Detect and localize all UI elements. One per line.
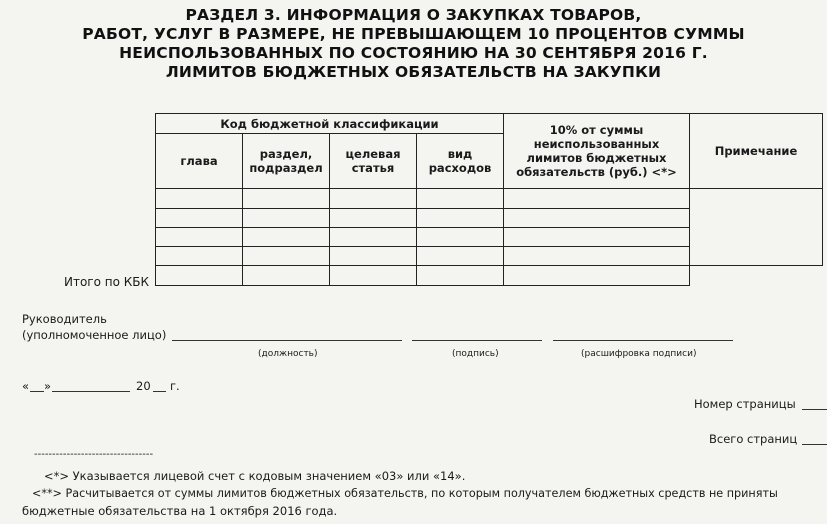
total-pages-label: Всего страниц <box>709 432 798 446</box>
footnote-separator: --------------------------------- <box>34 449 154 460</box>
signature-caption: (подпись) <box>452 349 499 359</box>
signature-field[interactable] <box>412 340 542 341</box>
date-close-quote: » <box>44 379 52 393</box>
header-celevaya-line-2: статья <box>351 161 395 175</box>
header-celevaya-line-1: целевая <box>345 147 401 161</box>
signature-decode-field[interactable] <box>553 340 733 341</box>
head-label: Руководитель <box>22 312 107 326</box>
header-vid <box>417 134 504 189</box>
table-cell[interactable] <box>417 189 504 209</box>
table-cell[interactable] <box>504 189 690 209</box>
table-cell[interactable] <box>156 247 243 266</box>
total-cell[interactable] <box>243 266 330 286</box>
position-field[interactable] <box>172 340 402 341</box>
table-cell[interactable] <box>330 247 417 266</box>
total-pages-field[interactable] <box>802 444 827 445</box>
header-sum-line-1: 10% от суммы <box>549 123 644 137</box>
section-title <box>0 6 827 82</box>
table-cell[interactable] <box>330 189 417 209</box>
table-cell[interactable] <box>417 209 504 228</box>
header-vid-line-2: расходов <box>428 161 492 175</box>
page-number-label: Номер страницы <box>694 397 796 411</box>
footnote-2-line-1: <**> Расчитывается от суммы лимитов бюджетных обязательств, по которым получателем бюджетных средств не приняты <box>32 487 778 500</box>
table-cell[interactable] <box>243 247 330 266</box>
header-sum-line-3: лимитов бюджетных <box>526 151 667 165</box>
header-sum-line-4: обязательств (руб.) <*> <box>516 165 677 179</box>
header-celevaya <box>330 134 417 189</box>
note-cell[interactable] <box>690 189 823 266</box>
header-razdel-line-2: подраздел <box>249 161 323 175</box>
date-year-prefix: 20 <box>136 379 151 393</box>
header-sum <box>504 114 690 189</box>
date-open-quote: « <box>22 379 30 393</box>
table-cell[interactable] <box>156 228 243 247</box>
total-cell[interactable] <box>417 266 504 286</box>
table-cell[interactable] <box>417 228 504 247</box>
date-year-suffix: г. <box>170 379 180 393</box>
total-row <box>156 266 823 286</box>
table-cell[interactable] <box>330 209 417 228</box>
title-line-1: РАЗДЕЛ 3. ИНФОРМАЦИЯ О ЗАКУПКАХ ТОВАРОВ, <box>185 6 642 24</box>
header-kbk-group: Код бюджетной классификации <box>156 114 504 134</box>
table-cell[interactable] <box>243 209 330 228</box>
date-month-field[interactable] <box>52 391 130 392</box>
header-glava: глава <box>156 134 243 189</box>
table-cell[interactable] <box>417 247 504 266</box>
table-cell[interactable] <box>156 189 243 209</box>
table-cell[interactable] <box>330 228 417 247</box>
decode-caption: (расшифровка подписи) <box>581 349 697 359</box>
table-cell[interactable] <box>243 228 330 247</box>
table-cell[interactable] <box>504 228 690 247</box>
table-row <box>156 189 823 209</box>
total-cell[interactable] <box>156 266 243 286</box>
header-vid-line-1: вид <box>447 147 473 161</box>
title-line-3: НЕИСПОЛЬЗОВАННЫХ ПО СОСТОЯНИЮ НА 30 СЕНТЯБРЯ 2016 Г. <box>119 44 708 62</box>
position-caption: (должность) <box>258 349 318 359</box>
total-cell[interactable] <box>504 266 690 286</box>
header-razdel-line-1: раздел, <box>259 147 313 161</box>
table-cell[interactable] <box>504 209 690 228</box>
table-cell[interactable] <box>504 247 690 266</box>
header-note: Примечание <box>690 114 823 189</box>
kbk-table <box>155 113 823 286</box>
total-label: Итого по КБК <box>64 275 150 289</box>
table-cell[interactable] <box>156 209 243 228</box>
table-cell[interactable] <box>243 189 330 209</box>
date-day-field[interactable] <box>30 391 44 392</box>
date-year-field[interactable] <box>153 391 166 392</box>
title-line-2: РАБОТ, УСЛУГ В РАЗМЕРЕ, НЕ ПРЕВЫШАЮЩЕМ 10 ПРОЦЕНТОВ СУММЫ <box>82 25 745 43</box>
footnote-2-line-2: бюджетные обязательства на 1 октября 2016 года. <box>22 504 338 518</box>
authorized-person-label: (уполномоченное лицо) <box>22 328 167 342</box>
footnote-1: <*> Указывается лицевой счет с кодовым значением «03» или «14». <box>44 469 466 483</box>
total-cell[interactable] <box>330 266 417 286</box>
header-razdel <box>243 134 330 189</box>
page-number-field[interactable] <box>802 409 827 410</box>
title-line-4: ЛИМИТОВ БЮДЖЕТНЫХ ОБЯЗАТЕЛЬСТВ НА ЗАКУПКИ <box>165 63 662 81</box>
header-sum-line-2: неиспользованных <box>533 137 660 151</box>
